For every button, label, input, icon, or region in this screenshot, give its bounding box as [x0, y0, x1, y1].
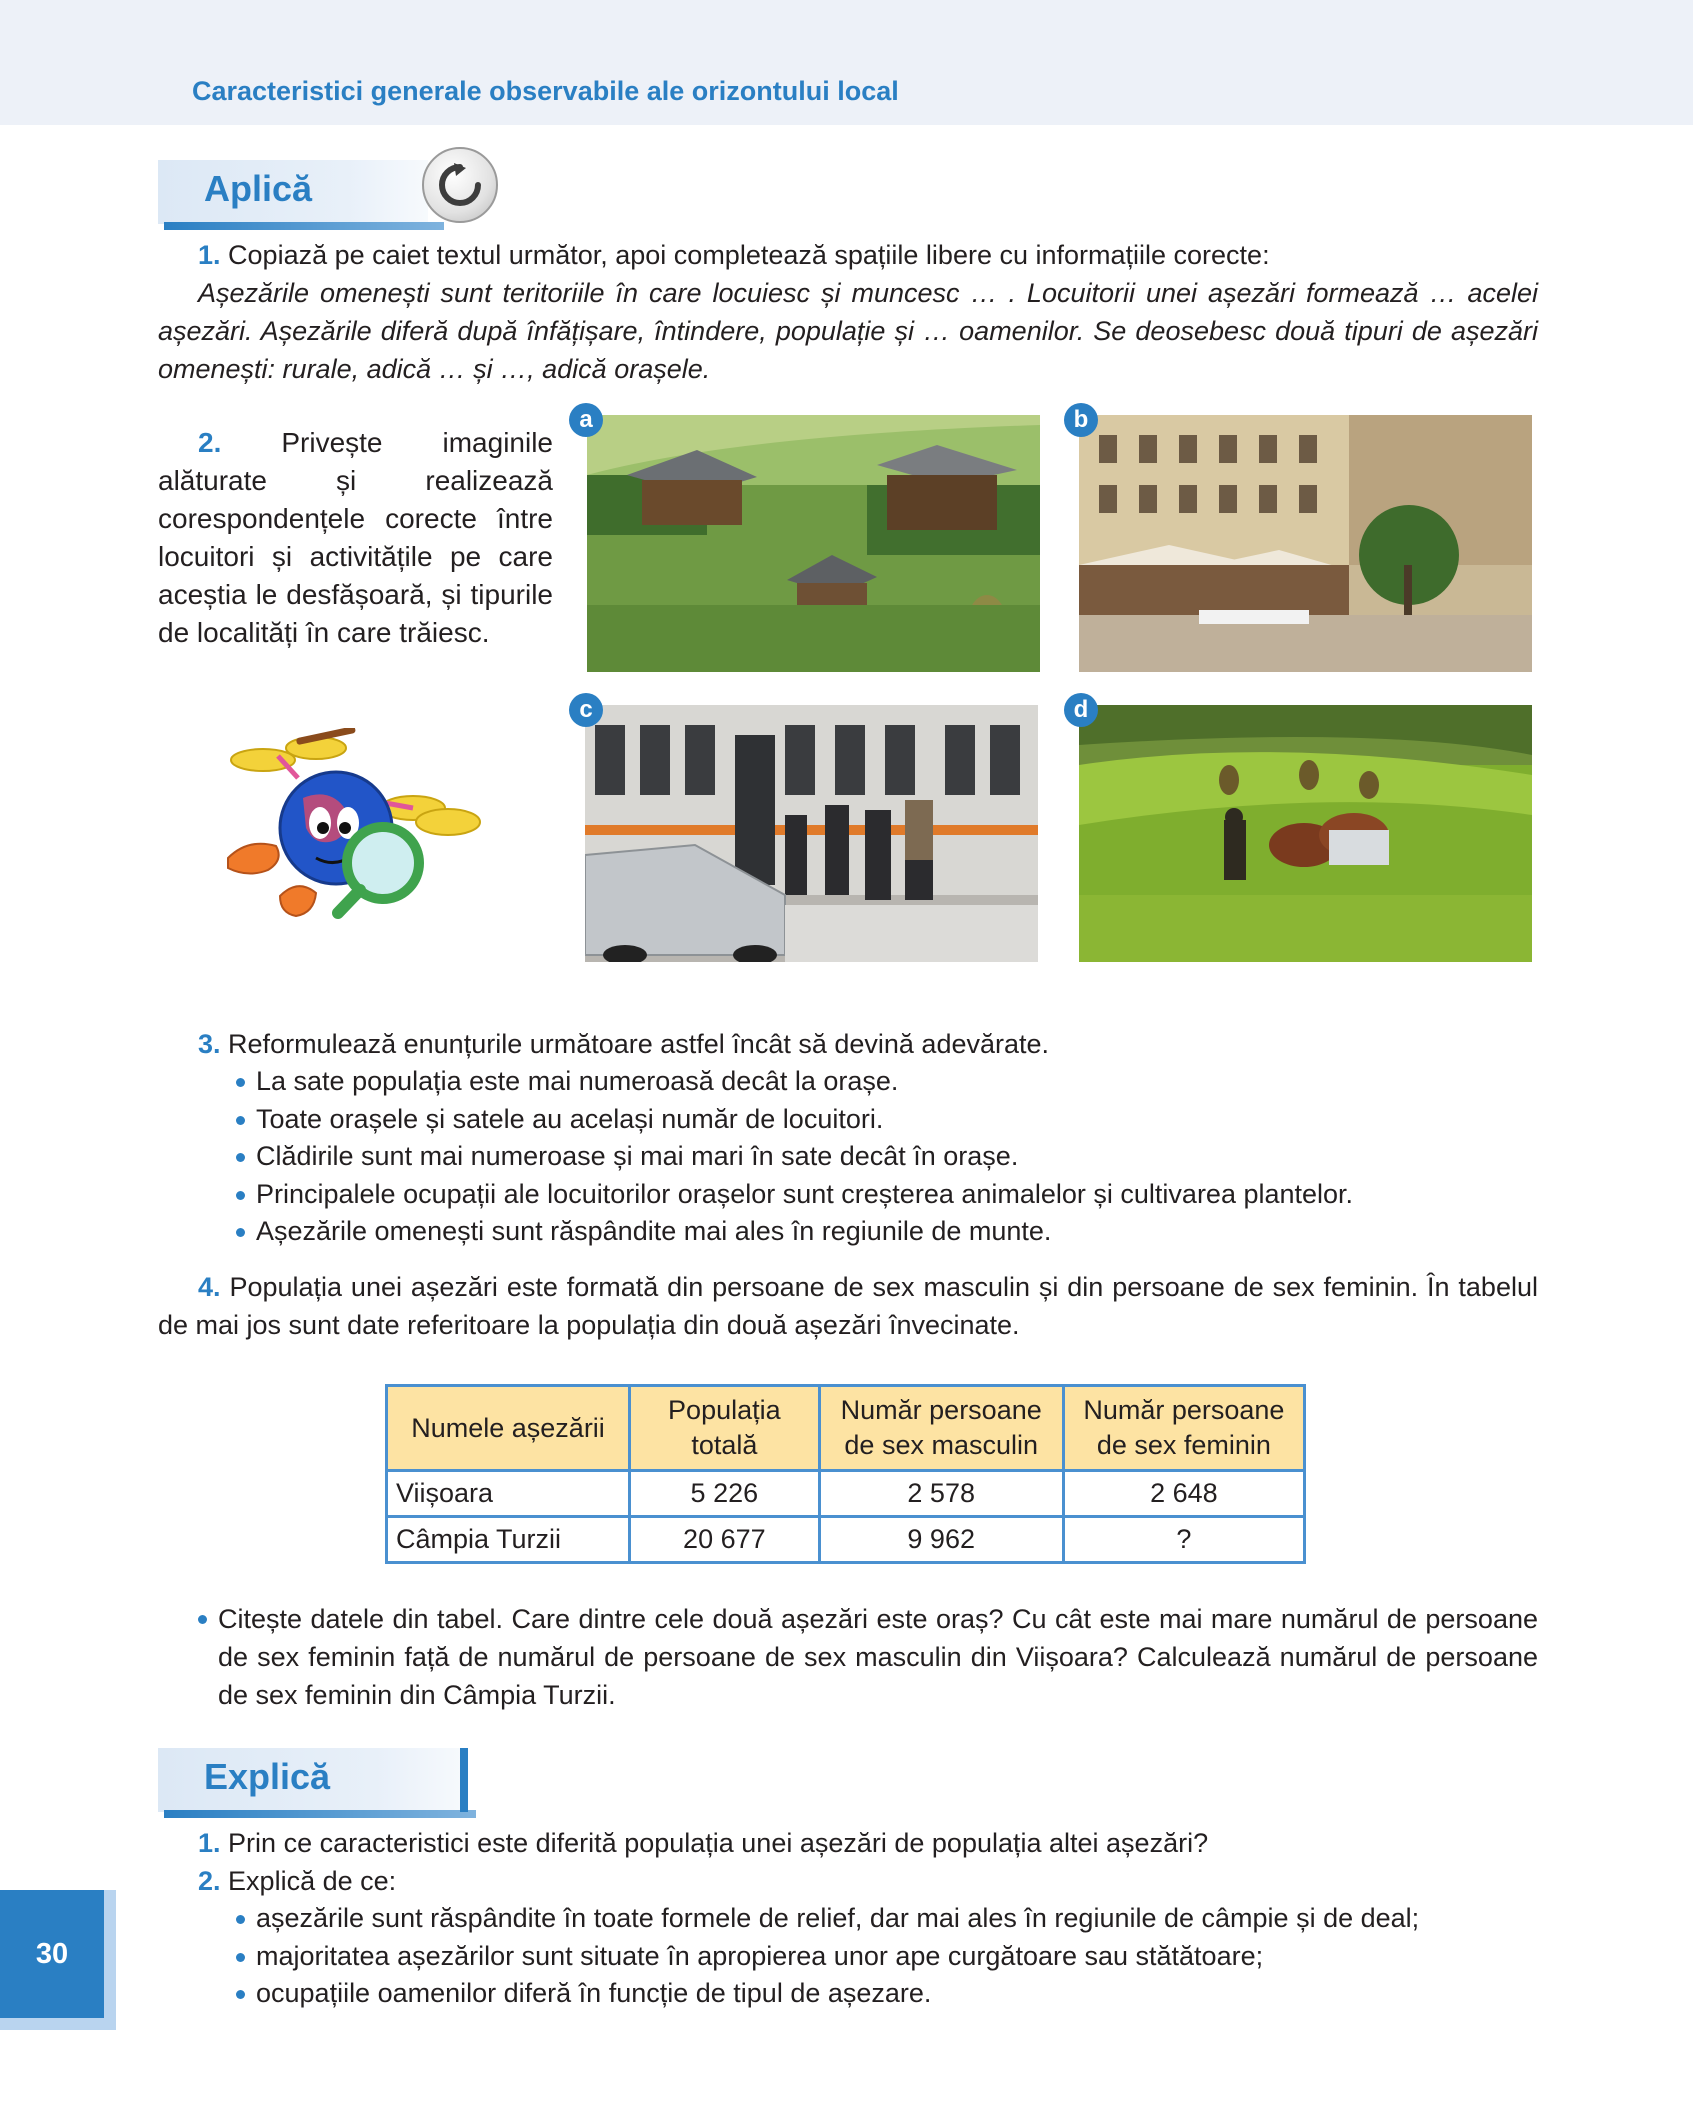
- list-item: Așezările omenești sunt răspândite mai ales în regiunile de munte.: [234, 1213, 1534, 1251]
- exercise-4-number: 4.: [198, 1272, 221, 1302]
- table-row: [387, 1471, 1305, 1517]
- explica-exercise-2: [198, 1862, 1538, 1900]
- list-item: Principalele ocupații ale locuitorilor orașelor sunt creșterea animalelor și cultivarea plantelor.: [234, 1176, 1534, 1214]
- explica-exercise-2-number: 2.: [198, 1866, 221, 1896]
- exercise-4-text: Populația unei așezări este formată din persoane de sex masculin și din persoane de sex feminin. În tabelul de mai jos sunt date referitoare la populația din două așezări învecinate.: [158, 1272, 1538, 1340]
- exercise-3-number: 3.: [198, 1029, 221, 1059]
- refresh-icon[interactable]: [422, 147, 498, 223]
- table-cell: 2 578: [819, 1471, 1063, 1517]
- page-number: 30: [0, 1890, 104, 2018]
- table-header-cell: Număr persoane de sex feminin: [1063, 1386, 1304, 1471]
- city-square-photo: [1079, 415, 1532, 672]
- list-item: Toate orașele și satele au același număr de locuitori.: [234, 1101, 1534, 1139]
- exercise-4-question: [196, 1600, 1538, 1714]
- exercise-4: [158, 1268, 1538, 1344]
- table-cell: 9 962: [819, 1517, 1063, 1563]
- exercise-1-text: Așezările omenești sunt teritoriile în care locuiesc și muncesc … . Locuitorii unei așezări formează … acelei așezări. Așezările diferă după înfățișare, întindere, populație și … oamenilor. Se deosebesc două tipuri de așezări omenești: rurale, adică … și …, adică orașele.: [158, 278, 1538, 384]
- exercise-3-list: [234, 1063, 1534, 1251]
- table-cell: 20 677: [630, 1517, 820, 1563]
- table-header-cell: Populația totală: [630, 1386, 820, 1471]
- list-item: La sate populația este mai numeroasă decât la orașe.: [234, 1063, 1534, 1101]
- village-houses-photo: [587, 415, 1040, 672]
- globe-mascot-illustration: [208, 728, 483, 928]
- list-item: Clădirile sunt mai numeroase și mai mari în sate decât în orașe.: [234, 1138, 1534, 1176]
- list-item: majoritatea așezărilor sunt situate în apropierea unor ape curgătoare sau stătătoare;: [234, 1938, 1534, 1976]
- page-number-box: [0, 1890, 116, 2030]
- photo-label-d: d: [1064, 693, 1098, 727]
- exercise-1-instruction: Copiază pe caiet textul următor, apoi completează spațiile libere cu informațiile corecte:: [228, 240, 1270, 270]
- explica-exercise-2-list: [234, 1900, 1534, 2013]
- page-header: [0, 0, 1693, 125]
- photo-label-a: a: [569, 403, 603, 437]
- table-header-row: [387, 1386, 1305, 1471]
- explica-exercise-1-text: Prin ce caracteristici este diferită populația unei așezări de populația altei așezări?: [228, 1828, 1209, 1858]
- table-cell: Câmpia Turzii: [387, 1517, 630, 1563]
- population-table: [385, 1384, 1306, 1564]
- exercise-2-number: 2.: [198, 427, 222, 458]
- farmer-oxen-photo: [1079, 705, 1532, 962]
- table-cell: 5 226: [630, 1471, 820, 1517]
- photo-label-c: c: [569, 693, 603, 727]
- list-item: ocupațiile oamenilor diferă în funcție de tipul de așezare.: [234, 1975, 1534, 2013]
- explica-section-tab: [158, 1748, 468, 1812]
- tram-station-photo: [585, 705, 1038, 962]
- exercise-1-number: 1.: [198, 240, 221, 270]
- table-cell: Viișoara: [387, 1471, 630, 1517]
- photo-label-b: b: [1064, 403, 1098, 437]
- chapter-title: Caracteristici generale observabile ale orizontului local: [192, 76, 899, 106]
- explica-title: Explică: [204, 1756, 331, 1797]
- explica-exercise-1-number: 1.: [198, 1828, 221, 1858]
- explica-exercise-1: [198, 1824, 1538, 1862]
- list-item: așezările sunt răspândite în toate formele de relief, dar mai ales în regiunile de câmpie și de deal;: [234, 1900, 1534, 1938]
- exercise-3: [198, 1025, 1538, 1063]
- exercise-2-text: Privește imaginile alăturate și realizează corespondențele corecte între locuitori și activitățile pe care aceștia le desfășoară, și tipurile de localități în care trăiesc.: [158, 427, 553, 648]
- exercise-3-instruction: Reformulează enunțurile următoare astfel încât să devină adevărate.: [228, 1029, 1050, 1059]
- table-row: [387, 1517, 1305, 1563]
- exercise-2: [158, 424, 553, 652]
- aplica-section-tab: [158, 160, 428, 224]
- list-item: Citește datele din tabel. Care dintre cele două așezări este oraș? Cu cât este mai mare numărul de persoane de sex feminin față de numărul de persoane de sex masculin din Viișoara? Calculează numărul de persoane de sex feminin din Câmpia Turzii.: [196, 1600, 1538, 1714]
- table-cell: 2 648: [1063, 1471, 1304, 1517]
- exercise-1: [198, 236, 1538, 274]
- table-cell: ?: [1063, 1517, 1304, 1563]
- explica-exercise-2-text: Explică de ce:: [228, 1866, 397, 1896]
- aplica-title: Aplică: [204, 168, 313, 209]
- table-header-cell: Numele așezării: [387, 1386, 630, 1471]
- table-header-cell: Număr persoane de sex masculin: [819, 1386, 1063, 1471]
